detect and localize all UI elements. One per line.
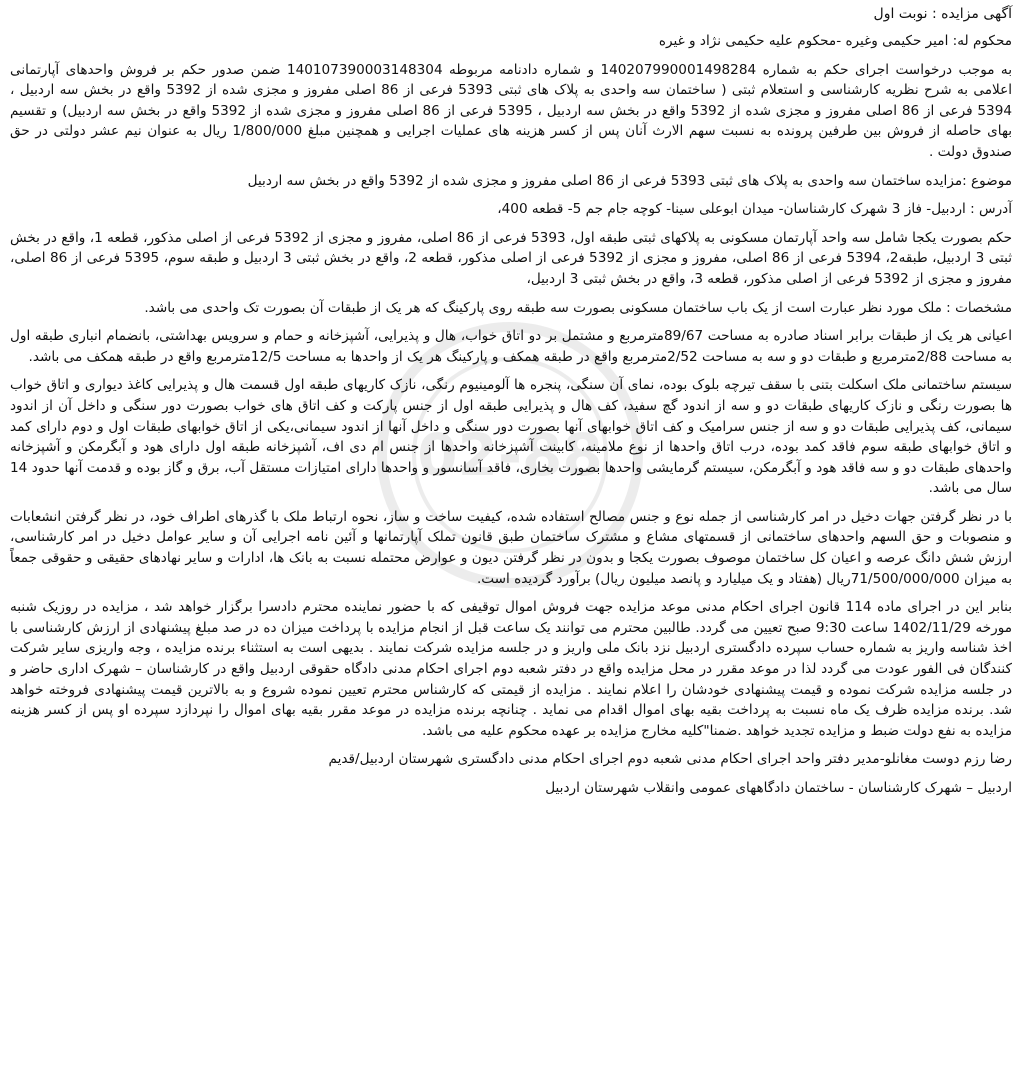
notice-document xyxy=(10,4,1012,1069)
paragraph-request: به موجب درخواست اجرای حکم به شماره 140207990001498284 و شماره دادنامه مربوطه 140107390003148304 ضمن صدور حکم بر فروش واحدهای آپارتمانی اعلامی به شرح نظریه کارشناسی و استعلام ثبتی ( ساختمان سه واحدی به پلاک های ثبتی 5393 فرعی از 86 اصلی مفروز و مجزی شده از 5392 واقع در بخش سه اردبیل ، 5394 فرعی از 86 اصلی مفروز و مجزی شده از 5392 واقع در بخش سه اردبیل ، 5395 فرعی از 86 اصلی مفروز و مجزی شده از 5392 واقع در بخش سه اردبیل) و تقسیم بهای حاصله از فروش بین طرفین پرونده به نسبت سهم الارث آنان پس از کسر هزینه های عملیات اجرایی و همچنین مبلغ 1/800/000 ریال به عنوان نیم عشر دولتی در حق صندوق دولت . xyxy=(10,61,1013,160)
footer-address: اردبیل – شهرک کارشناسان - ساختمان دادگاههای عمومی وانقلاب شهرستان اردبیل xyxy=(545,780,1012,796)
signature: رضا رزم دوست مغانلو-مدیر دفتر واحد اجرای احکام مدنی شعبه دوم اجرای احکام مدنی دادگستری شهرستان اردبیل/قدیم xyxy=(328,751,1012,768)
convicted-parties: محکوم له: امیر حکیمی وغیره -محکوم علیه حکیمی نژاد و غیره xyxy=(658,33,1012,49)
paragraph-valuation: با در نظر گرفتن جهات دخیل در امر کارشناسی از جمله نوع و جنس مصالح استفاده شده، کیفیت ساخت و ساز، نحوه ارتباط ملک با گذرهای اطراف خود، در نظر گرفتن انشعابات و منصوبات و حق السهم واحدهای ساختمانی از قسمتهای مشاع و مشترک ساختمان طبق قانون تملک آپارتمانها و آئین نامه اجرایی آن و سایر عوامل دخیل در امر کارشناسی، ارزش شش دانگ عرصه و اعیان کل ساختمان موصوف بصورت یکجا و بدون در نظر گرفتن دیون و عوارض محتمله نسبت به بانک ها، ادارات و سایر نهادهای حقیقی و حقوقی جمعاً به میزان 71/500/000/000ریال (هفتاد و یک میلیارد و پانصد میلیون ریال) برآورد گردیده است. xyxy=(10,508,1012,587)
watermark-text: 02-88 xyxy=(417,421,603,489)
paragraph-auction-terms: بنابر این در اجرای ماده 114 قانون اجرای احکام مدنی موعد مزایده جهت فروش اموال توقیفی که با حضور نماینده محترم دادسرا برگزار خواهد شد ، مزایده در روزیک شنبه مورخه 1402/11/29 ساعت 9:30 صبح تعیین می گردد. طالبین محترم می توانند یک ساعت قبل از انجام مزایده با پرداخت میزان ده در صد مبلغ پیشنهادی از ارزش کارشناسی با اخذ شناسه واریز به شماره حساب سپرده دادگستری اردبیل نزد بانک ملی واریز و در جلسه مزایده شرکت نمایند . بدیهی است به استثناء برنده مزایده ، وجه واریزی سایر شرکت کنندگان فی الفور عودت می گردد لذا در موعد مقرر در محل مزایده واقع در دفتر شعبه دوم اجرای احکام مدنی دادگاه حقوقی اردبیل واقع در کارشناسان – شهرک اداری حاضر و در جلسه مزایده شرکت نموده و قیمت پیشنهادی خودشان را اعلام نمایند . مزایده از قیمتی که کارشناس محترم تعیین نموده شروع و به بالاترین قیمت پیشنهادی فروخته خواهد شد. برنده مزایده ظرف یک ماه نسبت به پرداخت بقیه بهای اموال اقدام می نماید . چنانچه برنده مزایده در موعد مقرر بقیه بهای اموال را نپردازد سپرده او پس از کسر هزینه مزایده به نفع دولت ضبط و مزایده تجدید خواهد .ضمنا"کلیه مخارج مزایده بر عهده محکوم علیه می باشد. xyxy=(10,599,1013,739)
paragraph-ruling: حکم بصورت یکجا شامل سه واحد آپارتمان مسکونی به پلاکهای ثبتی طبقه اول، 5393 فرعی از 86 اصلی، مفروز و مجزی از 5392 فرعی از اصلی مذکور، قطعه 1، واقع در بخش ثبتی 3 اردبیل، طبقه2، 5394 فرعی از 86 اصلی، مفروز و مجزی از 5392 فرعی از اصلی مذکور، قطعه 2، واقع در بخش ثبتی 3 اردبیل و طبقه سوم، 5395 فرعی از 86 اصلی، مفروز و مجزی از 5392 فرعی از اصلی مذکور، قطعه 3، واقع در بخش ثبتی 3 اردبیل، xyxy=(10,229,1013,287)
paragraph-address: آدرس : اردبیل- فاز 3 شهرک کارشناسان- میدان ابوعلی سینا- کوچه جام جم 5- قطعه 400، xyxy=(497,201,1012,218)
paragraph-areas: اعیانی هر یک از طبقات برابر اسناد صادره به مساحت 89/67مترمربع و مشتمل بر دو اتاق خواب، هال و پذیرایی، آشپزخانه و حمام و سرویس بهداشتی، بانضمام انباری طبقه اول به مساحت 2/88مترمربع و طبقات دو و سه به مساحت 2/52مترمربع واقع در طبقه همکف و پارکینگ هر یک از واحدها به مساحت 12/5مترمربع واقع در طبقه همکف می باشد. xyxy=(10,328,1012,365)
paragraph-building-system: سیستم ساختمانی ملک اسکلت بتنی با سقف تیرچه بلوک بوده، نمای آن سنگی، پنجره ها آلومینیوم رنگی، نازک کاریهای طبقه اول قسمت هال و پذیرایی کاغذ دیواری و اتاق خواب ها بصورت رنگی و نازک کاریهای طبقات دو و سه از اندود گچ سفید، کف هال و پذیرایی طبقه اول از جنس پارکت و کف اتاق های خواب بصورت دور سنگی و داخل آن از اندود سیمانی، کف پذیرایی طبقات دو و سه از جنس سرامیک و کف اتاق خوابهای آنها بصورت دور سنگی و داخل آنها از اندود سیمانی،یکی از اتاق خوابهای طبقات اول و دوم دارای کمد و اتاق خوابهای طبقه سوم فاقد کمد بوده، درب اتاق واحدها از نوع ملامینه، کابینت آشپزخانه واحدها از جنس ام دی اف، آشپزخانه طبقه اول دارای هود و آبگرمکن و آشپزخانه واحدهای طبقات دو و سه فاقد هود و آبگرمکن، سیستم گرمایشی واحدها بصورت بخاری، فاقد آسانسور و واحدها دارای امتیازات مستقل آب، برق و گاز بوده و قدمت آنها حدود 14 سال می باشد. xyxy=(10,377,1012,497)
notice-title: آگهی مزایده : نوبت اول xyxy=(873,6,1012,22)
paragraph-specs: مشخصات : ملک مورد نظر عبارت است از یک باب ساختمان مسکونی بصورت سه طبقه روی پارکینگ که هر یک از طبقات آن بصورت تک واحدی می باشد. xyxy=(144,299,1012,316)
paragraph-subject: موضوع :مزایده ساختمان سه واحدی به پلاک های ثبتی 5393 فرعی از 86 اصلی مفروز و مجزی شده از 5392 واقع در بخش سه اردبیل xyxy=(247,172,1012,189)
